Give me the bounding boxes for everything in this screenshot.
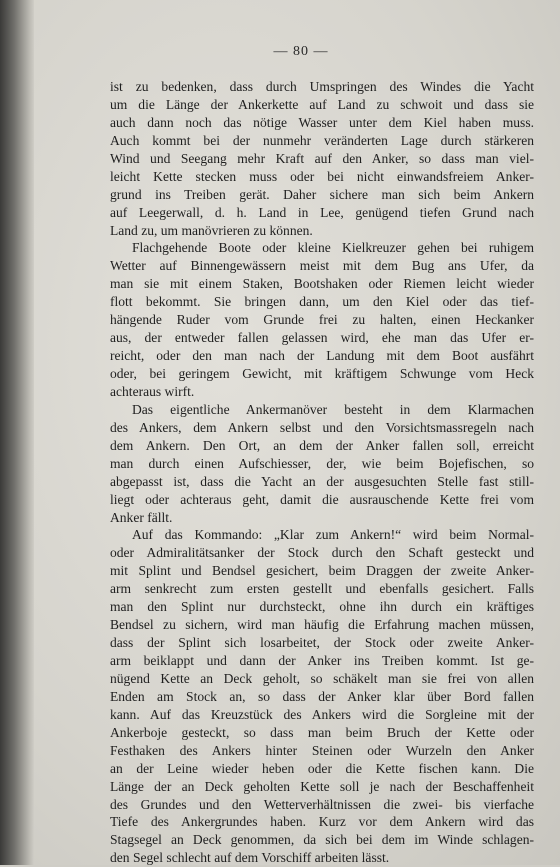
text-line: an der Leine wieder heben oder die Kette fischen kann. Die — [110, 760, 534, 776]
text-line: hängende Ruder vom Grunde frei zu halten, einen Heckanker — [110, 312, 534, 328]
text-line: Stagsegel an Deck genommen, da sich bei dem im Winde schlagen- — [110, 832, 534, 848]
text-line: Wind und Seegang mehr Kraft auf den Anker, so dass man viel- — [110, 150, 534, 166]
text-line: dem Ankern. Den Ort, an dem der Anker fallen soll, erreicht — [110, 437, 534, 453]
text-line: man sie mit einem Staken, Bootshaken oder Riemen leicht wieder — [110, 276, 534, 292]
text-line: Flachgehende Boote oder kleine Kielkreuzer gehen bei ruhigem — [132, 240, 534, 256]
text-line: aus, der entweder fallen gelassen wird, ehe man das Ufer er- — [110, 330, 534, 346]
paragraph — [110, 401, 534, 527]
text-line: auch dann noch das nötige Wasser unter dem Kiel haben muss. — [110, 114, 534, 130]
text-line: des Ankers, dem Ankern selbst und den Vorsichtsmassregeln nach — [110, 419, 534, 435]
paragraph — [110, 78, 534, 239]
text-line: den Segel schlecht auf dem Vorschiff arbeiten lässt. — [110, 850, 390, 866]
text-line: Anker fällt. — [110, 509, 173, 525]
text-line: Land zu, um manövrieren zu können. — [110, 222, 313, 238]
text-line: arm senkrecht zum ersten gestellt und ebenfalls gesichert. Falls — [110, 581, 534, 597]
text-line: achteraus wirft. — [110, 383, 195, 399]
text-line: Enden am Stock an, so dass der Anker klar über Bord fallen — [110, 688, 534, 704]
text-line: flott bekommt. Sie bringen dann, um den Kiel oder das tief- — [110, 294, 534, 310]
text-line: ist zu bedenken, dass durch Umspringen des Windes die Yacht — [110, 79, 534, 94]
text-line: Bendsel zu sichern, wird man häufig die Erfahrung machen müssen, — [110, 617, 534, 633]
text-line: Festhaken des Ankers hinter Steinen oder Wurzeln den Anker — [110, 742, 534, 758]
text-line: oder Admiralitätsanker der Stock durch den Schaft gesteckt und — [110, 545, 534, 561]
text-line: Wetter auf Binnengewässern meist mit dem Bug ans Ufer, da — [110, 258, 534, 274]
text-line: leicht Kette stecken muss oder bei nicht einwandsfreiem Anker- — [110, 168, 534, 184]
page-number: — 80 — — [273, 44, 329, 59]
text-line: kann. Auf das Kreuzstück des Ankers wird die Sorgleine mit der — [110, 706, 534, 722]
book-binding-shadow — [0, 0, 34, 865]
text-line: oder, bei geringem Gewicht, mit kräftigem Schwunge vom Heck — [110, 366, 534, 381]
text-line: Auch kommt bei der nunmehr veränderten Lage durch stärkeren — [110, 132, 534, 148]
text-line: grund ins Treiben gerät. Daher sichere man sich beim Ankern — [110, 186, 534, 202]
text-line: um die Länge der Ankerkette auf Land zu schwoit und dass sie — [110, 96, 534, 112]
text-line: nügend Kette an Deck geholt, so schäkelt man sie frei von allen — [110, 670, 534, 686]
text-line: des Grundes und den Wetterverhältnissen die zwei- bis vierfache — [110, 796, 534, 812]
body-text — [110, 78, 534, 867]
text-line: Länge der an Deck geholten Kette soll je nach der Beschaffenheit — [110, 778, 534, 794]
paragraph — [110, 239, 534, 400]
text-line: Tiefe des Ankergrundes haben. Kurz vor dem Ankern wird das — [110, 814, 534, 830]
text-line: reicht, oder den man nach der Landung mit dem Boot ausfährt — [110, 348, 534, 364]
text-line: Ankerboje gesteckt, so dass man beim Bruch der Kette oder — [110, 724, 534, 740]
paragraph — [110, 526, 534, 867]
text-line: arm beiklappt und dann der Anker ins Treiben kommt. Ist ge- — [110, 653, 534, 668]
text-line: abgepasst ist, dass die Yacht an der ausgesuchten Stelle fast still- — [110, 473, 534, 489]
text-line: Auf das Kommando: „Klar zum Ankern!“ wird beim Normal- — [132, 527, 534, 543]
text-line: mit Splint und Bendsel gesichert, beim Draggen der zweite Anker- — [110, 563, 534, 579]
text-line: liegt oder achteraus geht, damit die ausrauschende Kette frei vom — [110, 491, 534, 507]
text-line: Das eigentliche Ankermanöver besteht in dem Klarmachen — [132, 401, 534, 417]
text-line: dass der Splint sich losarbeitet, der Stock oder zweite Anker- — [110, 635, 534, 651]
text-line: man den Splint nur durchsteckt, ohne ihn durch ein kräftiges — [110, 599, 534, 615]
text-line: man durch einen Aufschiesser, der, wie beim Bojefischen, so — [110, 455, 534, 471]
text-line: auf Leegerwall, d. h. Land in Lee, genügend tiefen Grund nach — [110, 204, 534, 220]
